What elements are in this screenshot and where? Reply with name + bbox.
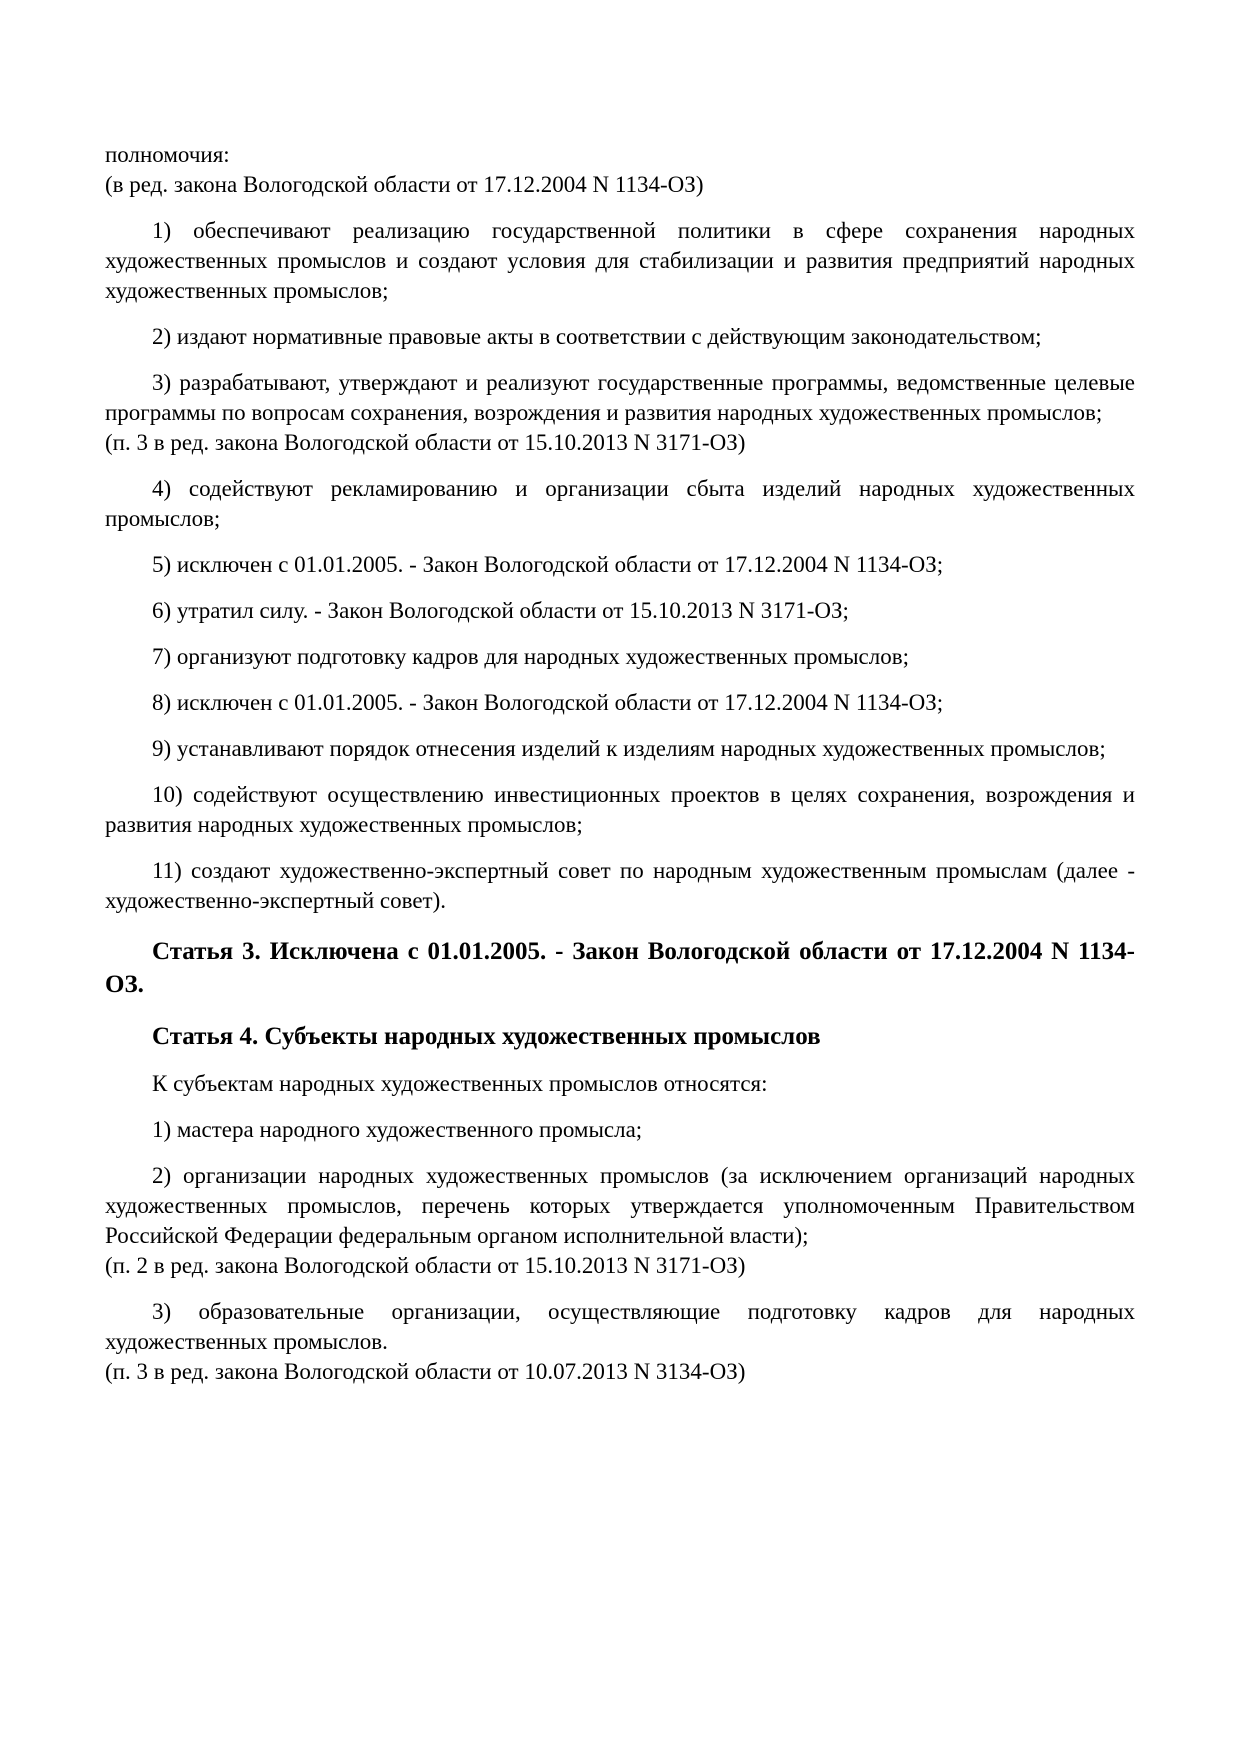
document-paragraph: (п. 3 в ред. закона Вологодской области от 15.10.2013 N 3171-ОЗ) [105,430,746,455]
document-paragraph: 2) издают нормативные правовые акты в соответствии с действующим законодательством; [152,324,1042,349]
section-heading: Статья 3. Исключена с 01.01.2005. - Закон Вологодской области от 17.12.2004 N 1134-ОЗ. [105,938,1135,998]
document-paragraph: 11) создают художественно-экспертный совет по народным художественным промыслам (далее - художественно-экспертный совет). [105,858,1135,913]
document-paragraph: 8) исключен с 01.01.2005. - Закон Вологодской области от 17.12.2004 N 1134-ОЗ; [152,690,944,715]
document-paragraph: 2) организации народных художественных промыслов (за исключением организаций народных художественных промыслов, перечень которых утверждается уполномоченным Правительством Российской Федерации федеральным органом исполнительной власти); [105,1163,1135,1248]
document-paragraph: 3) образовательные организации, осуществляющие подготовку кадров для народных художественных промыслов. [105,1299,1135,1354]
section-heading: Статья 4. Субъекты народных художественных промыслов [152,1023,821,1050]
document-paragraph: 5) исключен с 01.01.2005. - Закон Вологодской области от 17.12.2004 N 1134-ОЗ; [152,552,944,577]
document-paragraph: К субъектам народных художественных промыслов относятся: [152,1071,768,1096]
document-paragraph: 6) утратил силу. - Закон Вологодской области от 15.10.2013 N 3171-ОЗ; [152,598,849,623]
document-paragraph: 3) разрабатывают, утверждают и реализуют государственные программы, ведомственные целевые программы по вопросам сохранения, возрождения и развития народных художественных промыслов; [105,370,1135,425]
document-paragraph: 10) содействуют осуществлению инвестиционных проектов в целях сохранения, возрождения и развития народных художественных промыслов; [105,782,1135,837]
document-paragraph: (в ред. закона Вологодской области от 17.12.2004 N 1134-ОЗ) [105,172,704,197]
document-paragraph: полномочия: [105,142,230,167]
document-paragraph: 1) мастера народного художественного промысла; [152,1117,643,1142]
document-paragraph: 7) организуют подготовку кадров для народных художественных промыслов; [152,644,909,669]
document-paragraph: 4) содействуют рекламированию и организации сбыта изделий народных художественных промыслов; [105,476,1135,531]
document-paragraph: 9) устанавливают порядок отнесения изделий к изделиям народных художественных промыслов; [152,736,1106,761]
document-paragraph: (п. 3 в ред. закона Вологодской области от 10.07.2013 N 3134-ОЗ) [105,1359,746,1384]
document-paragraph: (п. 2 в ред. закона Вологодской области от 15.10.2013 N 3171-ОЗ) [105,1253,746,1278]
document-paragraph: 1) обеспечивают реализацию государственной политики в сфере сохранения народных художественных промыслов и создают условия для стабилизации и развития предприятий народных художественных промыслов; [105,218,1135,303]
